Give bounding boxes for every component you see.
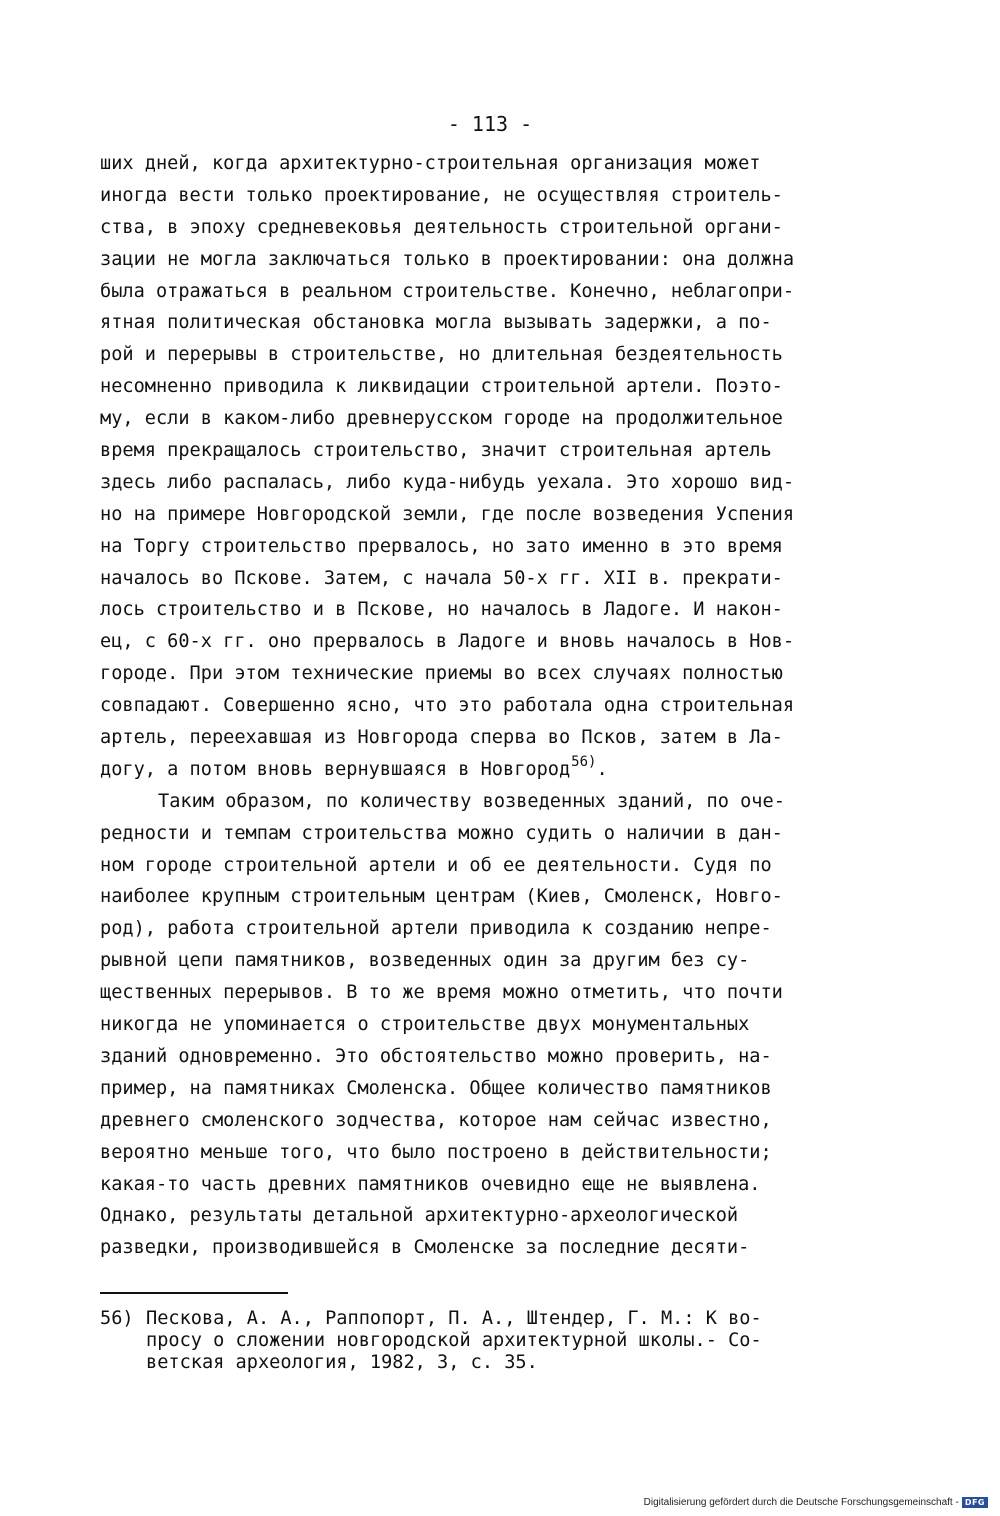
text-line: Однако, результаты детальной архитектурно-археологической (100, 1205, 739, 1227)
footnote-number: 56) (100, 1308, 134, 1329)
text-line: артель, переехавшая из Новгорода сперва во Псков, затем в Ла- (100, 727, 783, 749)
text-line: щественных перерывов. В то же время можно отметить, что почти (100, 982, 783, 1004)
footnote-line: просу о сложении новгородской архитектурной школы.- Со- (146, 1330, 762, 1351)
text-line: ших дней, когда архитектурно-строительная организация может (100, 153, 761, 174)
text-line: здесь либо распалась, либо куда-нибудь уехала. Это хорошо вид- (100, 471, 795, 493)
text-line: ном городе строительной артели и об ее деятельности. Судя по (100, 854, 772, 876)
text-line: но на примере Новгородской земли, где после возведения Успения (100, 503, 795, 525)
text-line: городе. При этом технические приемы во всех случаях полностью (100, 663, 783, 685)
last-line-text: догу, а потом вновь вернувшаяся в Новгород (100, 758, 571, 780)
footnote-divider (100, 1292, 288, 1294)
paragraph-2 (100, 786, 900, 1264)
text-line: какая-то часть древних памятников очевидно еще не выявлена. (100, 1173, 761, 1195)
text-line: род), работа строительной артели приводила к созданию непре- (100, 918, 772, 940)
text-line: иногда вести только проектирование, не осуществляя строитель- (100, 184, 783, 206)
text-line: пример, на памятниках Смоленска. Общее количество памятников (100, 1077, 772, 1099)
text-line: зданий одновременно. Это обстоятельство можно проверить, на- (100, 1045, 772, 1067)
text-line: ства, в эпоху средневековья деятельность строительной органи- (100, 216, 783, 238)
footnote (100, 1308, 900, 1374)
footnote-line (100, 1308, 900, 1330)
text-line: на Торгу строительство прервалось, но зато именно в это время (100, 535, 783, 557)
text-line: была отражаться в реальном строительстве. Конечно, неблагопри- (100, 280, 795, 302)
text-line (100, 754, 900, 786)
footnote-reference[interactable]: 56) (571, 753, 597, 770)
text-line: началось во Пскове. Затем, с начала 50-х гг. XII в. прекрати- (100, 567, 783, 589)
text-line: ец, с 60-х гг. оно прервалось в Ладоге и вновь началось в Нов- (100, 631, 795, 653)
paragraph-1 (100, 148, 900, 786)
text-line: рывной цепи памятников, возведенных один за другим без су- (100, 950, 750, 972)
text-line: му, если в каком-либо древнерусском городе на продолжительное (100, 408, 783, 430)
digitization-credit (644, 1497, 988, 1508)
footnote-line: ветская археология, 1982, 3, с. 35. (146, 1352, 538, 1373)
body-text (100, 148, 900, 1264)
text-line: редности и темпам строительства можно судить о наличии в дан- (100, 822, 783, 844)
text-line: зации не могла заключаться только в проектировании: она должна (100, 248, 795, 270)
dfg-logo: DFG (962, 1497, 988, 1508)
text-line: разведки, производившейся в Смоленске за последние десяти- (100, 1237, 750, 1259)
text-line: ятная политическая обстановка могла вызывать задержки, а по- (100, 312, 772, 334)
text-line: Таким образом, по количеству возведенных зданий, по оче- (158, 790, 785, 812)
text-line: рой и перерывы в строительстве, но длительная бездеятельность (100, 344, 783, 366)
text-line: совпадают. Совершенно ясно, что это работала одна строительная (100, 695, 795, 717)
text-line: несомненно приводила к ликвидации строительной артели. Поэто- (100, 376, 783, 398)
text-line: вероятно меньше того, что было построено в действительности; (100, 1141, 772, 1163)
sentence-period: . (596, 758, 608, 780)
credit-text: Digitalisierung gefördert durch die Deutsche Forschungsgemeinschaft - (643, 1497, 959, 1508)
page-number: - 113 - (447, 112, 533, 136)
text-line: лось строительство и в Пскове, но началось в Ладоге. И након- (100, 599, 783, 621)
text-line: никогда не упоминается о строительстве двух монументальных (100, 1014, 750, 1036)
text-line: наиболее крупным строительным центрам (Киев, Смоленск, Новго- (100, 886, 783, 908)
text-line: древнего смоленского зодчества, которое нам сейчас известно, (100, 1109, 772, 1131)
text-line: время прекращалось строительство, значит строительная артель (100, 440, 772, 462)
footnote-text: Пескова, А. А., Раппопорт, П. А., Штендер, Г. М.: К во- (146, 1308, 762, 1329)
